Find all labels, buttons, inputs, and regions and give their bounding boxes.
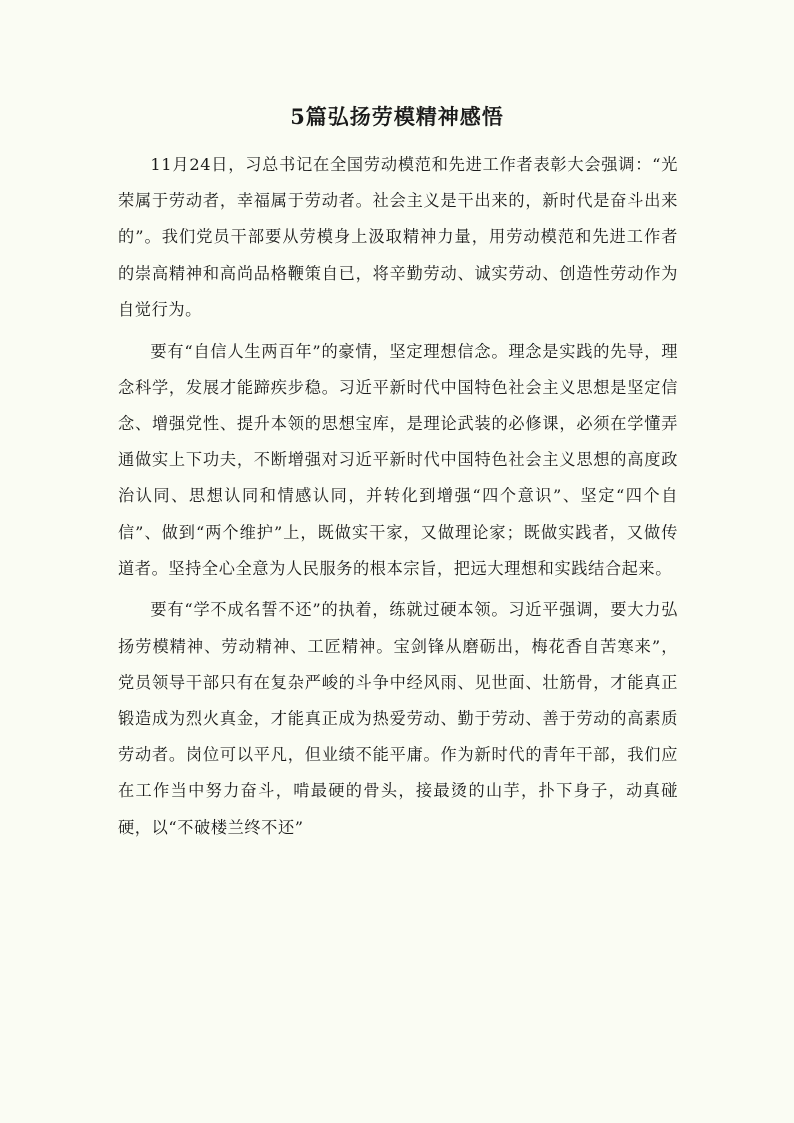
paragraph-3: 要有“学不成名誓不还”的执着，练就过硬本领。习近平强调，要大力弘扬劳模精神、劳动精神、工匠精神。宝剑锋从磨砺出，梅花香自苦寒来”，党员领导干部只有在复杂严峻的斗争中经风雨、见世面、壮筋骨，才能真正锻造成为烈火真金，才能真正成为热爱劳动、勤于劳动、善于劳动的高素质劳动者。岗位可以平凡，但业绩不能平庸。作为新时代的青年干部，我们应在工作当中努力奋斗，啃最硬的骨头，接最烫的山芋，扑下身子，动真碰硬，以“不破楼兰终不还” xyxy=(118,600,678,837)
document-title: 5篇弘扬劳模精神感悟 xyxy=(290,104,504,129)
paragraph-2: 要有“自信人生两百年”的豪情，坚定理想信念。理念是实践的先导，理念科学，发展才能蹄疾步稳。习近平新时代中国特色社会主义思想是坚定信念、增强党性、提升本领的思想宝库，是理论武装的必修课，必须在学懂弄通做实上下功夫，不断增强对习近平新时代中国特色社会主义思想的高度政治认同、思想认同和情感认同，并转化到增强“四个意识”、坚定“四个自信”、做到“两个维护”上，既做实干家，又做理论家；既做实践者，又做传道者。坚持全心全意为人民服务的根本宗旨，把远大理想和实践结合起来。 xyxy=(118,341,678,578)
document-body xyxy=(118,147,678,846)
paragraph-1: 11月24日，习总书记在全国劳动模范和先进工作者表彰大会强调：“光荣属于劳动者，幸福属于劳动者。社会主义是干出来的，新时代是奋斗出来的”。我们党员干部要从劳模身上汲取精神力量，用劳动模范和先进工作者的崇高精神和高尚品格鞭策自已，将辛勤劳动、诚实劳动、创造性劳动作为自觉行为。 xyxy=(118,155,678,319)
